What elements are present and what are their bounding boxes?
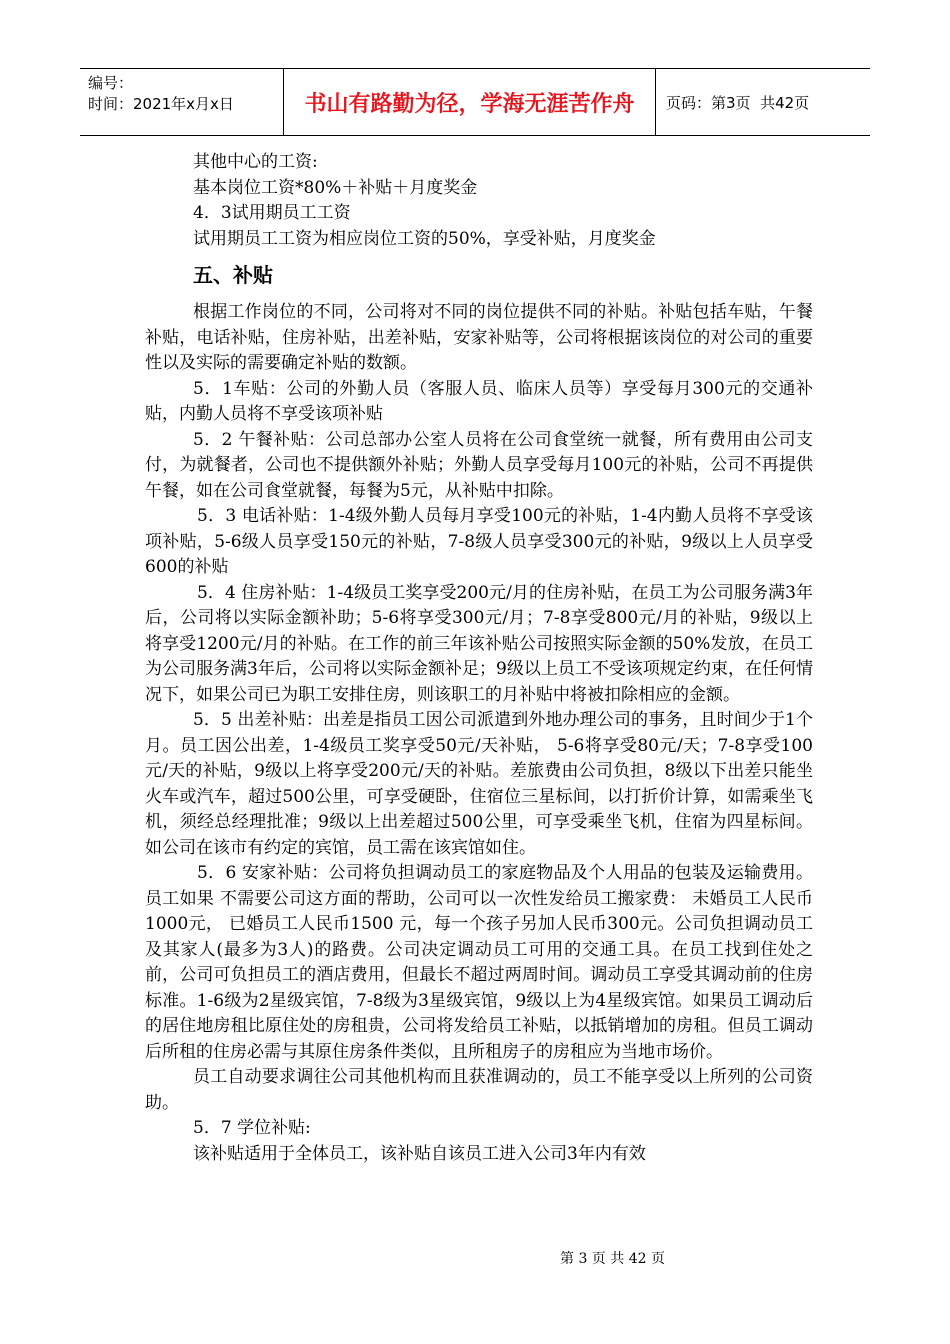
paragraph-5-2-lunch: 5．2 午餐补贴：公司总部办公室人员将在公司食堂统一就餐，所有费用由公司支付，为就餐者，公司也不提供额外补贴；外勤人员享受每月100元的补贴，公司不再提供午餐，如在公司食堂就餐，每餐为5元，从补贴中扣除。 — [145, 429, 813, 501]
paragraph-voluntary-transfer: 员工自动要求调往公司其他机构而且获准调动的，员工不能享受以上所列的公司资助。 — [145, 1067, 813, 1113]
heading-4-3: 4．3试用期员工工资 — [193, 203, 351, 223]
paragraph-5-6-relocation: 5．6 安家补贴：公司将负担调动员工的家庭物品及个人用品的包装及运输费用。员工如果 不需要公司这方面的帮助，公司可以一次性发给员工搬家费： 未婚员工人民币1000元， 已婚员工人民币1500 元，每一个孩子另加人民币300元。公司负担调动员工及其家人(最多为3人)的路费。公司决定调动员工可用的交通工具。在员工找到住处之前，公司可负担员工的酒店费用，但最长不超过两周时间。调动员工享受其调动前的住房标准。1-6级为2星级宾馆，7-8级为3星级宾馆，9级以上为4星级宾馆。如果员工调动后的居住地房租比原住处的房租贵，公司将发给员工补贴，以抵销增加的房租。但员工调动后所租的住房必需与其原住房条件类似，且所租房子的房租应为当地市场价。 — [145, 863, 813, 1062]
header-meta — [80, 69, 284, 135]
section-title-allowance: 五、补贴 — [193, 263, 273, 287]
page-footer: 第 3 页 共 42 页 — [560, 1251, 665, 1267]
body-line-probation-salary: 试用期员工工资为相应岗位工资的50%，享受补贴，月度奖金 — [193, 228, 656, 249]
heading-5-7-degree: 5．7 学位补贴: — [193, 1118, 311, 1138]
header-motto: 书山有路勤为径，学海无涯苦作舟 — [284, 69, 656, 135]
header-page-info — [656, 69, 870, 135]
document-time: 时间：2021年x月x日 — [88, 95, 234, 113]
paragraph-5-3-phone: 5．3 电话补贴：1-4级外勤人员每月享受100元的补贴，1-4内勤人员将不享受该项补贴，5-6级人员享受150元的补贴，7-8级人员享受300元的补贴，9级以上人员享受600的补贴 — [145, 506, 813, 577]
page-header — [80, 68, 870, 136]
paragraph-allowance-intro: 根据工作岗位的不同，公司将对不同的岗位提供不同的补贴。补贴包括车贴，午餐补贴，电话补贴，住房补贴，出差补贴，安家补贴等，公司将根据该岗位的对公司的重要性以及实际的需要确定补贴的数额。 — [145, 302, 813, 373]
document-number-label: 编号： — [88, 74, 134, 92]
document-body — [145, 150, 813, 1167]
paragraph-5-5-travel: 5．5 出差补贴：出差是指员工因公司派遣到外地办理公司的事务，且时间少于1个月。员工因公出差，1-4级员工奖享受50元/天补贴， 5-6将享受80元/天；7-8享受100元/天的补贴，9级以上将享受200元/天的补贴。差旅费由公司负担，8级以下出差只能坐火车或汽车，超过500公里，可享受硬卧，住宿位三星标间，以打折价计算，如需乘坐飞机，须经总经理批准；9级以上出差超过500公里，可享受乘坐飞机，住宿为四星标间。如公司在该市有约定的宾馆，员工需在该宾馆如住。 — [145, 710, 813, 858]
body-line-salary-formula: 基本岗位工资*80%＋补贴＋月度奖金 — [193, 177, 478, 198]
paragraph-5-1-car: 5．1车贴：公司的外勤人员（客服人员、临床人员等）享受每月300元的交通补贴，内勤人员将不享受该项补贴 — [145, 378, 813, 424]
paragraph-5-4-housing: 5．4 住房补贴：1-4级员工奖享受200元/月的住房补贴，在员工为公司服务满3年后，公司将以实际金额补助；5-6将享受300元/月；7-8享受800元/月的补贴，9级以上将享受1200元/月的补贴。在工作的前三年该补贴公司按照实际金额的50%发放，在员工为公司服务满3年后，公司将以实际金额补足；9级以上员工不受该项规定约束，在任何情况下，如果公司已为职工安排住房，则该职工的月补贴中将被扣除相应的金额。 — [145, 582, 813, 705]
paragraph-5-7-detail: 该补贴适用于全体员工，该补贴自该员工进入公司3年内有效 — [193, 1143, 646, 1164]
body-line-other-centers: 其他中心的工资: — [193, 152, 318, 172]
header-page-number: 页码：第3页 共42页 — [666, 93, 810, 112]
